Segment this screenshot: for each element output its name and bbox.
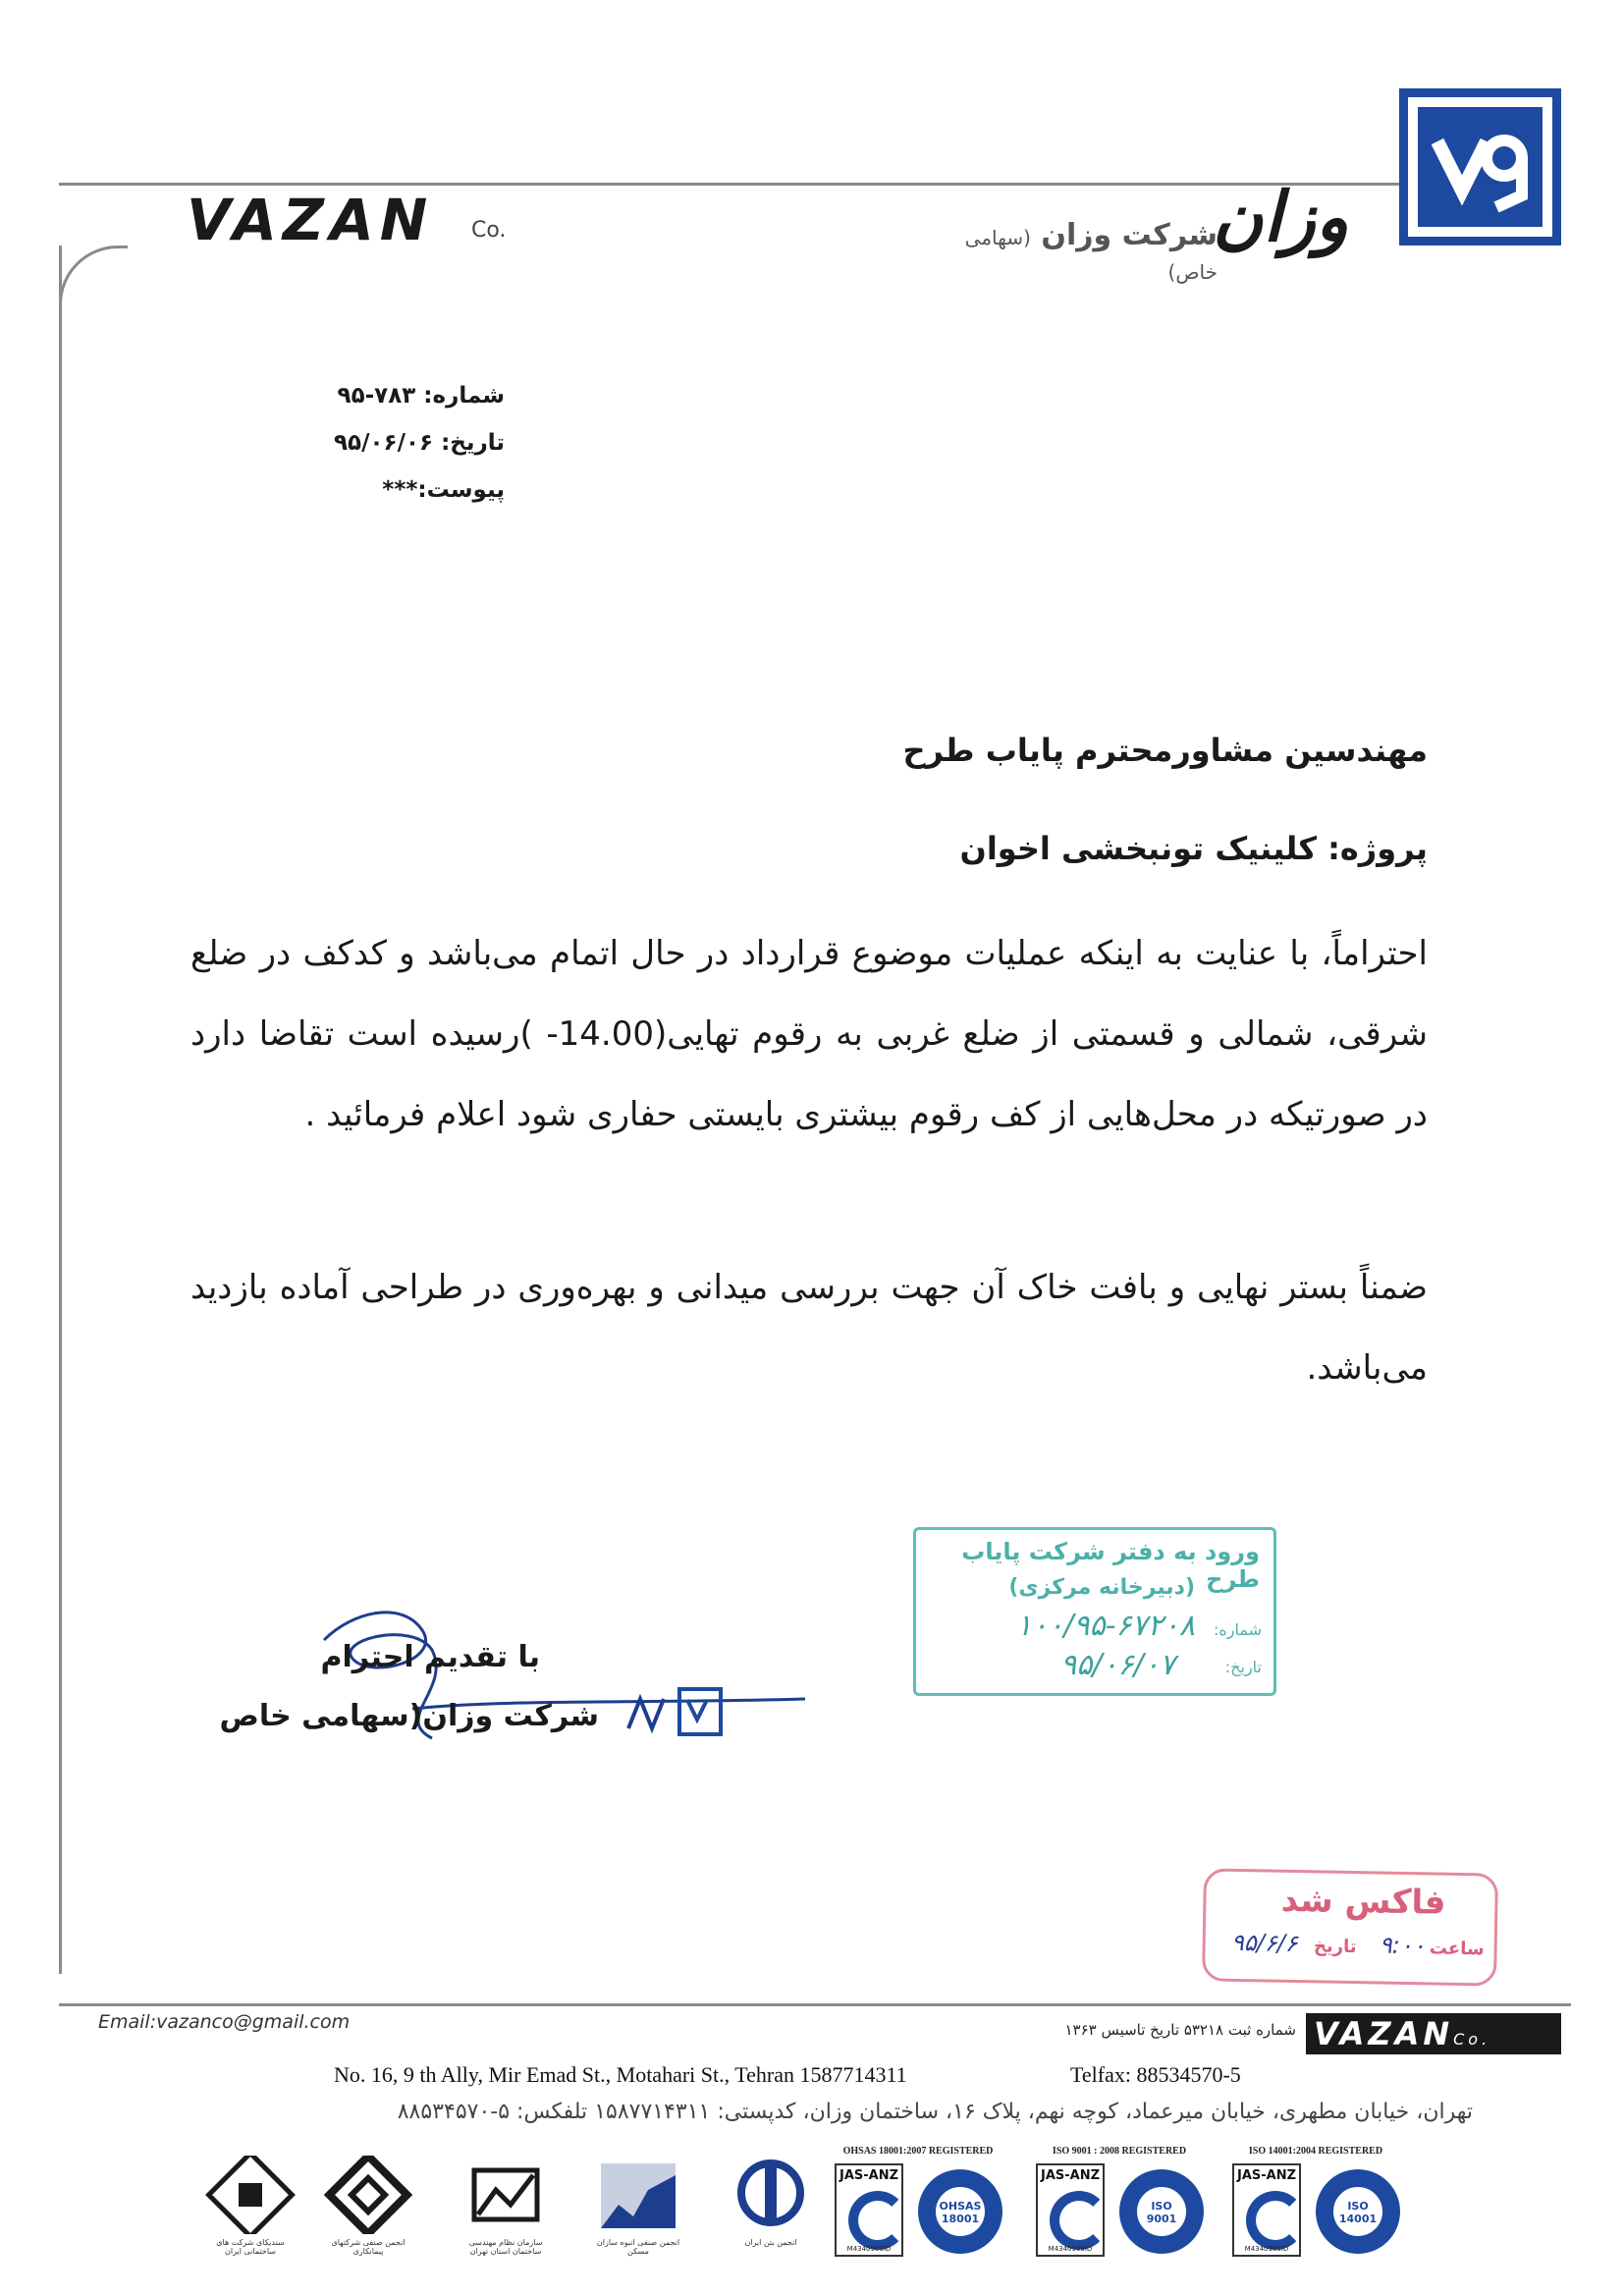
jas-anz-c-icon	[1050, 2191, 1109, 2250]
certification-badge-iso9001	[1026, 2146, 1213, 2269]
letter-number	[210, 383, 505, 409]
jas-anz-mark	[1036, 2163, 1105, 2257]
certification-badge-ohsas	[825, 2146, 1011, 2269]
signatory-company: شرکت وزان(سهامی خاص	[219, 1699, 599, 1733]
association-logo	[457, 2156, 555, 2254]
received-stamp	[913, 1527, 1276, 1696]
letter-attachment-value: ***	[382, 477, 418, 503]
fax-stamp	[1202, 1868, 1498, 1986]
fax-stamp-time-label: ساعت	[1429, 1938, 1485, 1960]
association-logo	[201, 2156, 299, 2254]
received-stamp-number-value: ۱۰۰/۹۵-۶۷۲۰۸	[1015, 1609, 1195, 1643]
signature-stamp-logo-icon	[619, 1684, 727, 1743]
project-label: پروژه:	[1327, 830, 1428, 867]
certification-standard: ISO 14001	[1338, 2200, 1378, 2225]
letter-date	[210, 430, 505, 456]
certification-header: OHSAS 18001:2007 REGISTERED	[842, 2146, 994, 2157]
received-stamp-date-value: ۹۵/۰۶/۰۷	[1060, 1648, 1175, 1682]
project-value: کلینیک تونبخشی اخوان	[959, 830, 1317, 867]
letterhead-top-rule	[59, 183, 1414, 186]
certification-header: ISO 14001:2004 REGISTERED	[1248, 2146, 1383, 2157]
letter-attachment	[210, 477, 505, 503]
letter-paragraph-2: ضمناً بستر نهایی و بافت خاک آن جهت بررسی میدانی و بهره‌وری در طراحی آماده بازدید می‌باشد.	[190, 1268, 1428, 1388]
engineering-org-icon	[457, 2156, 555, 2234]
letterhead-corner-curve	[59, 246, 128, 314]
footer-brand-suffix: Co.	[1453, 2030, 1491, 2049]
certification-header: ISO 9001 : 2008 REGISTERED	[1052, 2146, 1187, 2157]
certification-id: M4340909ID	[1244, 2245, 1289, 2253]
letter-number-value: ۷۸۳-۹۵	[337, 383, 416, 409]
contractors-guild-icon	[319, 2156, 417, 2234]
association-caption: انجمن صنفی انبوه سازان مسکن	[596, 2238, 680, 2256]
brand-wordmark-en: VAZAN	[187, 187, 434, 253]
footer-address-fa: تهران، خیابان مطهری، خیابان میرعماد، کوچه نهم، پلاک ۱۶، ساختمان وزان، کدپستی: ۱۵۸۷۷۱۴۳۱۱ تلفکس: ۵-۸۸۵۳۴۵۷۰	[397, 2100, 1473, 2124]
certification-standard: OHSAS 18001	[939, 2200, 982, 2225]
certification-id: M4340909ID	[846, 2245, 892, 2253]
certification-body: JAS-ANZ	[839, 2168, 899, 2183]
letter-date-label: تاریخ:	[441, 430, 505, 456]
letter-attachment-label: پیوست:	[417, 477, 505, 503]
fax-stamp-title: فاکس شد	[1280, 1880, 1446, 1923]
certification-body: JAS-ANZ	[1236, 2168, 1297, 2183]
footer-brand-wordmark	[1314, 2015, 1490, 2052]
jas-anz-c-icon	[848, 2191, 907, 2250]
association-logo	[589, 2156, 687, 2254]
builders-association-icon	[589, 2156, 687, 2234]
letter-number-label: شماره:	[423, 383, 505, 409]
company-name-header	[913, 218, 1218, 287]
company-name: شرکت وزان	[1041, 218, 1218, 252]
fax-stamp-time-value: ۹:۰۰	[1379, 1931, 1426, 1960]
certification-body: JAS-ANZ	[1040, 2168, 1101, 2183]
letter-project	[446, 830, 1428, 867]
certification-standard: ISO 9001	[1146, 2200, 1177, 2225]
letter-paragraph-1: احتراماً، با عنایت به اینکه عملیات موضوع قرارداد در حال اتمام می‌باشد و کدکف در ضلع شرقی، شمالی و قسمتی از ضلع غربی به رقوم تهایی(14.00- )رسیده است تقاضا دارد در صورتیکه در محل‌هایی از کف رقوم بیشتری بایستی حفاری شود اعلام فرمائید .	[190, 934, 1428, 1134]
brand-wordmark-fa: وزان	[1213, 177, 1349, 257]
association-caption: انجمن بتن ایران	[744, 2238, 797, 2247]
received-stamp-date-label: تاریخ:	[1224, 1658, 1262, 1676]
brand-wordmark-suffix: Co.	[471, 218, 507, 243]
footer-email: Email:vazanco@gmail.com	[98, 2011, 351, 2033]
letter-date-value: ۹۵/۰۶/۰۶	[334, 430, 434, 456]
association-logo	[319, 2156, 417, 2254]
construction-syndicate-icon	[201, 2156, 299, 2234]
association-logo	[722, 2156, 820, 2254]
jas-anz-mark	[835, 2163, 903, 2257]
fax-stamp-date-label: تاریخ	[1313, 1936, 1357, 1958]
fax-stamp-date-value: ۹۵/۶/۶	[1230, 1928, 1298, 1958]
certification-badge-iso14001	[1222, 2146, 1409, 2269]
certification-seal-icon	[918, 2169, 1002, 2254]
letterhead-bottom-rule	[59, 2003, 1571, 2006]
jas-anz-mark	[1232, 2163, 1301, 2257]
letter-recipient: مهندسین مشاورمحترم پایاب طرح	[902, 732, 1428, 769]
closing-salutation: با تقدیم احترام	[320, 1640, 540, 1674]
association-caption: انجمن صنفی شرکتهای پیمانکاری	[331, 2238, 406, 2256]
certification-id: M4340909ID	[1048, 2245, 1093, 2253]
certification-seal-icon	[1119, 2169, 1204, 2254]
received-stamp-line-2: (دبیرخانه مرکزی)	[1008, 1575, 1195, 1600]
company-type: (سهامی خاص)	[964, 226, 1218, 284]
association-caption: سازمان نظام مهندسی ساختمان استان تهران	[468, 2238, 543, 2256]
association-caption: سندیکای شرکت های ساختمانی ایران	[216, 2238, 285, 2256]
company-logo-mark-icon	[1408, 97, 1552, 237]
concrete-association-icon	[722, 2156, 820, 2234]
received-stamp-number-label: شماره:	[1213, 1620, 1262, 1639]
letterhead-left-rule	[59, 246, 62, 1974]
jas-anz-c-icon	[1246, 2191, 1305, 2250]
footer-telfax-en: Telfax: 88534570-5	[1070, 2062, 1241, 2087]
certification-seal-icon	[1316, 2169, 1400, 2254]
footer-registration: شماره ثبت ۵۳۲۱۸ تاریخ تاسیس ۱۳۶۳	[1064, 2021, 1296, 2039]
footer-address-en: No. 16, 9 th Ally, Mir Emad St., Motahari St., Tehran 1587714311	[334, 2062, 907, 2087]
footer-brand-name: VAZAN	[1314, 2015, 1454, 2052]
received-stamp-line-1: ورود به دفتر شرکت پایاب طرح	[961, 1538, 1260, 1593]
